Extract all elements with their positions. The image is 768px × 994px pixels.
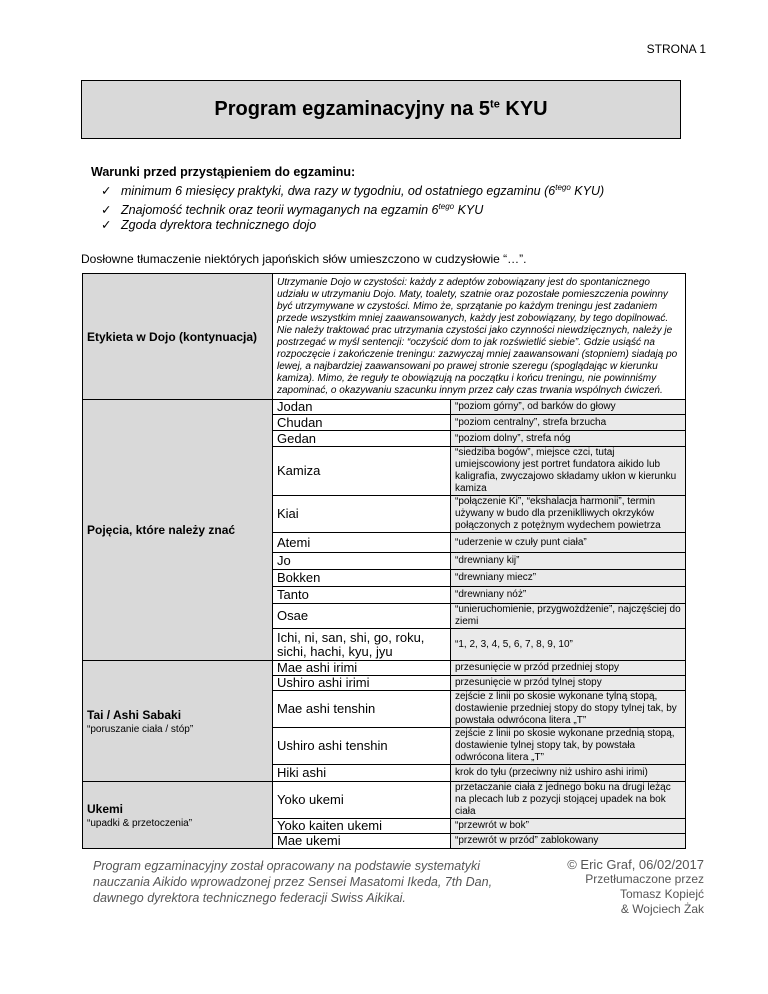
term-translation: “połączenie Ki”, “ekshalacja harmonii”, termin używany w budo dla przeniklliwych okrzyków połączonych z potężnym wydechem powietrza bbox=[451, 496, 686, 533]
exam-table bbox=[82, 273, 686, 849]
term-name: Ichi, ni, san, shi, go, roku, sichi, hachi, kyu, jyu bbox=[273, 629, 451, 661]
translation-note: Dosłowne tłumaczenie niektórych japońskich słów umieszczono w cudzysłowie “…”. bbox=[81, 252, 527, 266]
term-name: Chudan bbox=[273, 415, 451, 431]
prerequisites-list bbox=[91, 180, 604, 233]
category-label: Ukemi bbox=[87, 801, 124, 816]
term-translation: “siedziba bogów”, miejsce czci, tutaj umiejscowiony jest portret fundatora aikido lub kaligrafia, zwyczajowo składamy ukłon w kierunku kamiza bbox=[451, 447, 686, 496]
term-name: Mae ukemi bbox=[273, 834, 451, 849]
term-translation: “przewrót w przód” zablokowany bbox=[451, 834, 686, 849]
term-name: Ushiro ashi tenshin bbox=[273, 728, 451, 765]
term-translation: “unieruchomienie, przygwożdżenie”, najczęściej do ziemi bbox=[451, 604, 686, 629]
term-translation: “poziom centralny”, strefa brzucha bbox=[451, 415, 686, 431]
prereq-item: ✓ minimum 6 miesięcy praktyki, dwa razy w tygodniu, od ostatniego egzaminu ($6^{tego}$ KYU) bbox=[101, 183, 605, 199]
term-translation: “drewniany miecz” bbox=[451, 570, 686, 587]
term-translation: przesunięcie w przód tylnej stopy bbox=[451, 676, 686, 691]
term-translation: “przewrót w bok” bbox=[451, 819, 686, 834]
term-translation: przesunięcie w przód przedniej stopy bbox=[451, 661, 686, 676]
term-name: Ushiro ashi irimi bbox=[273, 676, 451, 691]
term-translation: “uderzenie w czuły punt ciała” bbox=[451, 533, 686, 553]
term-name: Mae ashi irimi bbox=[273, 661, 451, 676]
copyright: © Eric Graf, 06/02/2017 bbox=[567, 857, 704, 872]
checkmark-icon: ✓ bbox=[101, 203, 112, 218]
page-number: STRONA 1 bbox=[646, 42, 706, 56]
term-name: Jodan bbox=[273, 400, 451, 415]
term-name: Yoko ukemi bbox=[273, 782, 451, 819]
term-row bbox=[83, 661, 686, 676]
checkmark-icon: ✓ bbox=[101, 184, 112, 199]
term-row bbox=[83, 782, 686, 819]
term-name: Bokken bbox=[273, 570, 451, 587]
category-sublabel: “poruszanie ciała / stóp” bbox=[87, 723, 194, 735]
checkmark-icon: ✓ bbox=[101, 218, 112, 233]
translator-line: Tomasz Kopiejć bbox=[619, 887, 704, 901]
term-translation: “drewniany nóż” bbox=[451, 587, 686, 604]
category-tai-sabaki bbox=[83, 661, 273, 782]
etiquette-text: Utrzymanie Dojo w czystości: każdy z adeptów zobowiązany jest do spontanicznego udziału w utrzymaniu Dojo. Maty, toalety, szatnie oraz pozostałe pomieszczenia powinny być utrzymywane w czystości. Mimo że, sprzątanie po każdym treningu jest zadaniem przede wszystkim mniej zaawansowanych, każdy jest zobowiązany, by tego dopilnować. Nie należy traktować prac utrzymania czystości jako czynności niewdzięcznych, należy je postrzegać w myśl sentencji: “oczyścić dom to jak rozświetlić siebie”. Gdzie usiąść na rozpoczęcie i zakończenie treningu: zazwyczaj mniej zaawansowani (stopniem) siadają po lewej, a najbardziej zaawansowani po prawej stronie szeregu (spoglądając w kierunku kamiza). Mimo, że reguły te obowiązują na początku i końcu treningu, nie powinniśmy zapominać, o okazywaniu szacunku innym przez cały czas trwania wspólnych ćwiczeń. bbox=[273, 274, 686, 400]
term-name: Jo bbox=[273, 553, 451, 570]
term-translation: “poziom dolny”, strefa nóg bbox=[451, 431, 686, 447]
footer-note: Program egzaminacyjny został opracowany na podstawie systematyki nauczania Aikido wprowadzonej przez Sensei Masatomi Ikeda, 7th Dan, dawnego dyrektora technicznego federacji Swiss Aikikai. bbox=[93, 859, 493, 905]
category-concepts bbox=[83, 400, 273, 661]
term-translation: przetaczanie ciała z jednego boku na drugi leżąc na plecach lub z pozycji stojącej upadek na bok ciała bbox=[451, 782, 686, 819]
prerequisites bbox=[91, 165, 604, 233]
term-translation: zejście z linii po skosie wykonane przednią stopą, dostawienie tylnej stopy tak, by powstała odwrócona litera „T” bbox=[451, 728, 686, 765]
term-name: Kamiza bbox=[273, 447, 451, 496]
footer-credits bbox=[567, 857, 704, 917]
term-name: Mae ashi tenshin bbox=[273, 691, 451, 728]
term-translation: “1, 2, 3, 4, 5, 6, 7, 8, 9, 10” bbox=[451, 629, 686, 661]
etiquette-row bbox=[83, 274, 686, 400]
category-label: Pojęcia, które należy znać bbox=[87, 523, 236, 537]
term-name: Hiki ashi bbox=[273, 765, 451, 782]
prereq-item: ✓ Znajomość technik oraz teorii wymaganych na egzamin $6^{tego}$ KYU bbox=[101, 202, 484, 218]
term-translation: krok do tyłu (przeciwny niż ushiro ashi irimi) bbox=[451, 765, 686, 782]
term-name: Kiai bbox=[273, 496, 451, 533]
term-translation: “drewniany kij” bbox=[451, 553, 686, 570]
translator-line: & Wojciech Żak bbox=[620, 902, 704, 916]
prereq-item: ✓ Zgoda dyrektora technicznego dojo bbox=[101, 218, 317, 233]
term-row bbox=[83, 400, 686, 415]
prerequisites-heading: Warunki przed przystąpieniem do egzaminu: bbox=[91, 165, 356, 179]
term-name: Gedan bbox=[273, 431, 451, 447]
term-name: Yoko kaiten ukemi bbox=[273, 819, 451, 834]
category-sublabel: “upadki & przetoczenia” bbox=[87, 817, 193, 829]
category-etiquette: Etykieta w Dojo (kontynuacja) bbox=[83, 274, 273, 400]
term-name: Osae bbox=[273, 604, 451, 629]
translator-line: Przetłumaczone przez bbox=[585, 872, 704, 886]
term-name: Atemi bbox=[273, 533, 451, 553]
category-ukemi bbox=[83, 782, 273, 849]
term-translation: zejście z linii po skosie wykonane tylną stopą, dostawienie przedniej stopy do stopy tylnej tak, by powstała odwrócona litera „T” bbox=[451, 691, 686, 728]
category-label: Tai / Ashi Sabaki bbox=[87, 707, 182, 722]
title-text: Program egzaminacyjny na $5^{te}$ KYU bbox=[214, 98, 548, 120]
term-name: Tanto bbox=[273, 587, 451, 604]
page-title bbox=[81, 80, 681, 139]
term-translation: “poziom górny”, od barków do głowy bbox=[451, 400, 686, 415]
